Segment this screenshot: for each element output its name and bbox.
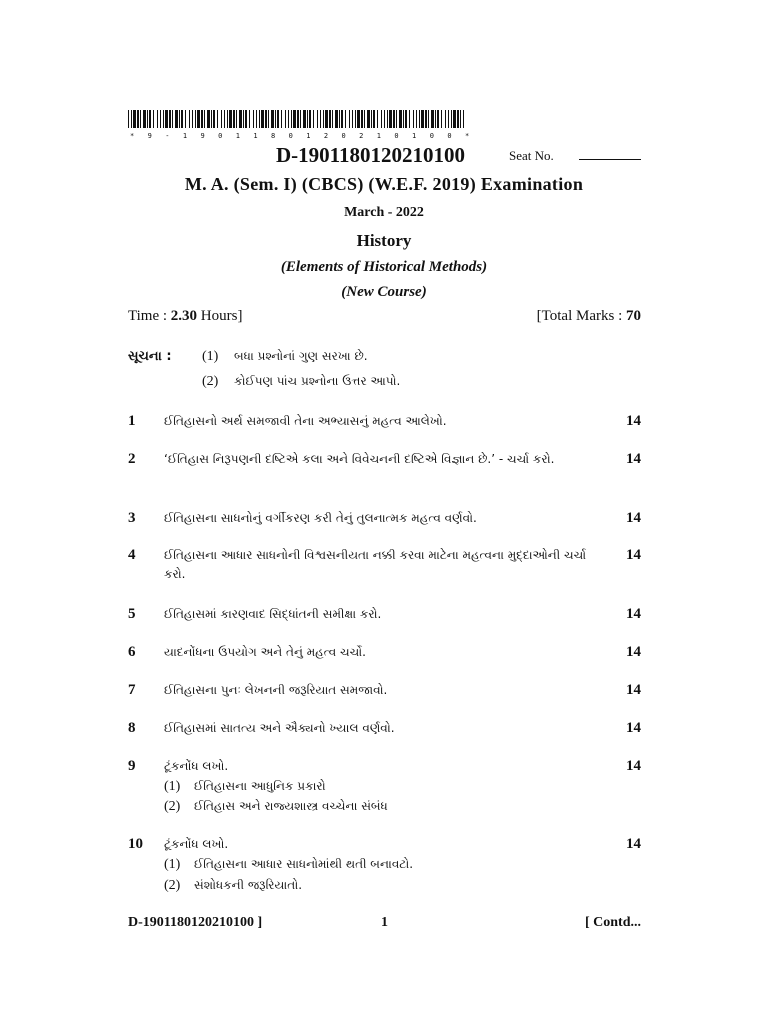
sub-question [164, 797, 388, 816]
continued-marker: [ Contd... [584, 915, 641, 930]
question-number: 5 [128, 606, 136, 622]
sub-question [164, 777, 326, 796]
question-number: 9 [128, 758, 136, 774]
instruction-text: કોઈપણ પાંચ પ્રશ્નોના ઉત્તર આપો. [234, 374, 401, 388]
question-number: 1 [128, 413, 136, 429]
time-label: Time : [128, 308, 168, 324]
sub-question-text: ઈતિહાસના આધાર સાધનોમાંથી થતી બનાવટો. [194, 857, 414, 871]
question-number: 8 [128, 720, 136, 736]
sub-question-number: (1) [164, 779, 181, 794]
question-text: ઈતિહાસમાં કારણવાદ સિદ્ધાંતની સમીક્ષા કરો. [164, 607, 382, 621]
footer-paper-code: D-1901180120210100 ] [128, 915, 263, 930]
question-number: 4 [128, 547, 136, 563]
question-number: 3 [128, 510, 136, 526]
barcode [128, 110, 474, 140]
sub-question-number: (1) [164, 857, 181, 872]
sub-question [164, 855, 413, 874]
question-text: ટૂંકનોંધ લખો. [164, 837, 229, 851]
question-marks: 14 [626, 413, 641, 429]
sub-question-text: ઈતિહાસના આધુનિક પ્રકારો [194, 779, 326, 793]
question-marks: 14 [626, 606, 641, 622]
sub-question-number: (2) [164, 878, 181, 893]
time-marks-row [128, 308, 641, 328]
question-number: 10 [128, 836, 143, 852]
instructions-label: સૂચના : [128, 349, 172, 364]
question-text: ઈતિહાસનો અર્થ સમજાવી તેના અભ્યાસનું મહત્વ આલેખો. [164, 414, 447, 428]
question-text: ‘ઈતિહાસ નિરૂપણની દષ્ટિએ કલા અને વિવેચનની દષ્ટિએ વિજ્ઞાન છે.’ - ચર્ચા કરો. [164, 452, 555, 466]
seat-number-label: Seat No. [509, 148, 554, 163]
instruction-item [202, 349, 368, 365]
question-marks: 14 [626, 510, 641, 526]
course-type: (New Course) [341, 284, 427, 300]
question-marks: 14 [626, 682, 641, 698]
question-text: ઈતિહાસના સાધનોનું વર્ગીકરણ કરી તેનું તુલનાત્મક મહત્વ વર્ણવો. [164, 511, 477, 525]
barcode-digits: * 9 - 1 9 0 1 1 8 0 1 2 0 2 1 0 1 0 0 * [130, 132, 474, 140]
instruction-number: (1) [202, 349, 219, 364]
paper-code-line [0, 143, 768, 169]
question-marks: 14 [626, 720, 641, 736]
question-marks: 14 [626, 836, 641, 852]
paper-name: (Elements of Historical Methods) [280, 259, 488, 275]
time-value: 2.30 [170, 308, 198, 324]
question-marks: 14 [626, 451, 641, 467]
subject-name: History [356, 231, 412, 250]
question-text: ઈતિહાસમાં સાતત્ય અને ઐક્યનો ખ્યાલ વર્ણવો. [164, 721, 395, 735]
instruction-item [202, 374, 400, 390]
paper-code: D-1901180120210100 [276, 143, 465, 167]
barcode-bars [128, 110, 464, 128]
page-footer [128, 915, 641, 935]
question-text: ઈતિહાસના પુનઃ લેખનની જરૂરિયાત સમજાવો. [164, 683, 388, 697]
seat-number-blank [579, 159, 641, 160]
total-marks-label: [Total Marks : [536, 308, 623, 324]
question-text: યાદનોંધના ઉપયોગ અને તેનું મહત્વ ચર્ચો. [164, 645, 366, 659]
instruction-text: બધા પ્રશ્નોનાં ગુણ સરખા છે. [234, 349, 368, 363]
question-marks: 14 [626, 758, 641, 774]
sub-question-text: સંશોધકની જરૂરિયાતો. [194, 878, 303, 892]
question-number: 7 [128, 682, 136, 698]
sub-question-number: (2) [164, 799, 181, 814]
question-marks: 14 [626, 547, 641, 563]
question-text: ઈતિહાસના આધાર સાધનોની વિશ્વસનીયતા નક્કી કરવા માટેના મહત્વના મુદ્દાઓની ચર્ચા કરો. [164, 548, 587, 581]
sub-question [164, 876, 302, 895]
sub-question-text: ઈતિહાસ અને રાજ્યશાસ્ત્ર વચ્ચેના સંબંધ [194, 799, 388, 813]
question-marks: 14 [626, 644, 641, 660]
time-allowed [128, 308, 242, 325]
total-marks [537, 308, 641, 325]
page-number: 1 [381, 915, 388, 930]
time-unit: Hours] [200, 308, 243, 324]
question-text: ટૂંકનોંધ લખો. [164, 759, 229, 773]
instruction-number: (2) [202, 374, 219, 389]
total-marks-value: 70 [626, 308, 641, 324]
question-number: 6 [128, 644, 136, 660]
question-number: 2 [128, 451, 136, 467]
exam-title: M. A. (Sem. I) (CBCS) (W.E.F. 2019) Examination [184, 174, 584, 194]
exam-date: March - 2022 [344, 205, 424, 220]
